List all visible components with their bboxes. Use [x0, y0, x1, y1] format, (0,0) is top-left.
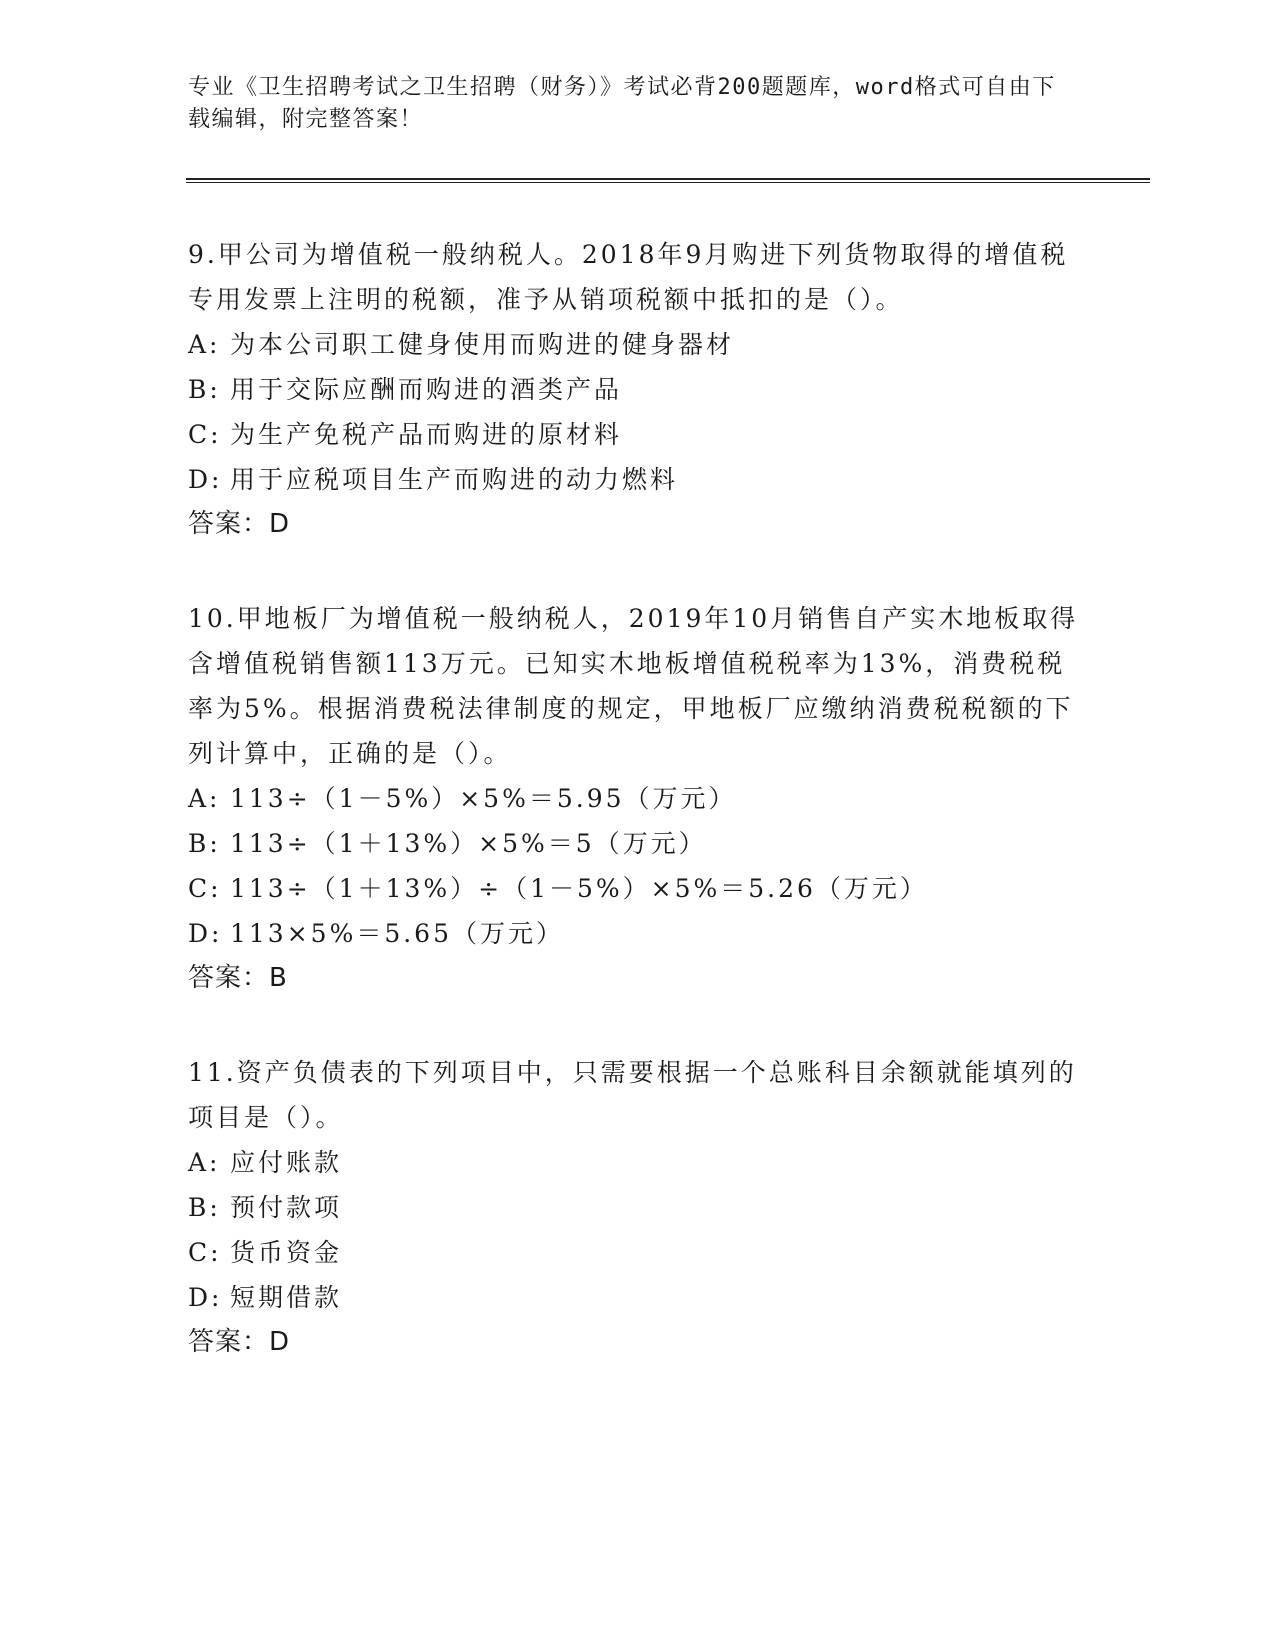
option-letter: C:	[188, 874, 222, 903]
question-9	[188, 232, 1088, 547]
document-header: 专业《卫生招聘考试之卫生招聘（财务）》考试必背200题题库，word格式可自由下载编辑，附完整答案！	[188, 75, 1056, 132]
option-letter: A:	[188, 784, 221, 813]
option-text: 113÷（1－5%）×5%＝5.95（万元）	[230, 784, 737, 813]
option-text: 预付款项	[230, 1193, 343, 1222]
option-text: 用于应税项目生产而购进的动力燃料	[230, 465, 679, 494]
option-letter: C:	[188, 420, 222, 449]
option-letter: B:	[188, 375, 221, 404]
option-text: 为生产免税产品而购进的原材料	[230, 420, 623, 449]
option-letter: A:	[188, 330, 221, 359]
option-letter: A:	[188, 1148, 221, 1177]
option-c	[188, 866, 1088, 911]
option-text: 113÷（1＋13%）×5%＝5（万元）	[230, 829, 707, 858]
option-d	[188, 911, 1088, 956]
question-stem: 11.资产负债表的下列项目中，只需要根据一个总账科目余额就能填列的项目是（）。	[188, 1058, 1077, 1132]
question-11	[188, 1050, 1088, 1365]
option-letter: D:	[188, 919, 223, 948]
option-text: 应付账款	[230, 1148, 343, 1177]
option-letter: D:	[188, 465, 223, 494]
option-text: 为本公司职工健身使用而购进的健身器材	[230, 330, 735, 359]
option-a	[188, 776, 1088, 821]
option-text: 113×5%＝5.65（万元）	[230, 919, 564, 948]
option-a	[188, 1140, 1088, 1185]
option-a	[188, 322, 1088, 367]
option-b	[188, 367, 1088, 412]
answer-line: 答案：D	[188, 509, 291, 539]
question-10	[188, 596, 1088, 1001]
option-b	[188, 1185, 1088, 1230]
option-b	[188, 821, 1088, 866]
option-text: 113÷（1＋13%）÷（1－5%）×5%＝5.26（万元）	[230, 874, 928, 903]
option-letter: C:	[188, 1238, 222, 1267]
option-letter: B:	[188, 1193, 221, 1222]
option-text: 用于交际应酬而购进的酒类产品	[230, 375, 623, 404]
question-stem: 9.甲公司为增值税一般纳税人。2018年9月购进下列货物取得的增值税专用发票上注明的税额，准予从销项税额中抵扣的是（）。	[188, 240, 1069, 314]
answer-line: 答案：B	[188, 963, 288, 993]
option-c	[188, 412, 1088, 457]
option-d	[188, 1275, 1088, 1320]
option-text: 短期借款	[230, 1283, 343, 1312]
answer-line: 答案：D	[188, 1327, 291, 1357]
option-d	[188, 457, 1088, 502]
header-divider-thin	[186, 182, 1150, 183]
header-divider-thick	[186, 178, 1150, 180]
option-c	[188, 1230, 1088, 1275]
option-letter: D:	[188, 1283, 223, 1312]
question-stem: 10.甲地板厂为增值税一般纳税人，2019年10月销售自产实木地板取得含增值税销售额113万元。已知实木地板增值税税率为13%，消费税税率为5%。根据消费税法律制度的规定，甲地板厂应缴纳消费税税额的下列计算中，正确的是（）。	[188, 604, 1079, 768]
option-text: 货币资金	[230, 1238, 343, 1267]
option-letter: B:	[188, 829, 221, 858]
